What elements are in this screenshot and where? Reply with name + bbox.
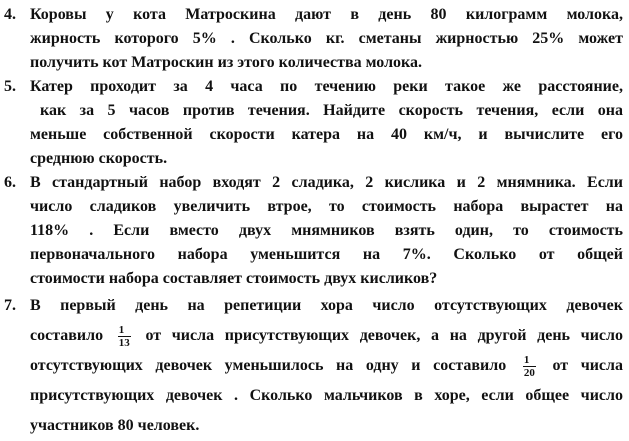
problem-4 (4, 3, 623, 75)
problem-7 (4, 291, 623, 441)
problem-text (30, 3, 623, 75)
text-segment: от числа присутствующих девочек, а на другой день число (145, 327, 623, 344)
problem-5 (4, 75, 623, 171)
text-line-with-fraction (30, 351, 623, 381)
text-line: среднюю скорость. (30, 150, 168, 167)
text-line: участников 80 человек. (30, 417, 200, 434)
text-line: жирность которого 5% . Сколько кг. сметаны жирностью 25% может (30, 30, 623, 47)
problem-number: 4. (4, 6, 16, 23)
text-line: как за 5 часов против течения. Найдите скорость течения, если она (40, 102, 623, 119)
text-segment: составило (30, 327, 104, 344)
problem-6 (4, 171, 623, 291)
problem-number: 6. (4, 174, 16, 191)
text-line: получить кот Матроскин из этого количества молока. (30, 54, 423, 71)
fraction-denominator: 20 (523, 366, 535, 379)
text-line-with-fraction (30, 321, 623, 351)
text-line: Коровы у кота Матроскина дают в день 80 килограмм молока, (30, 6, 623, 23)
text-line: Катер проходит за 4 часа по течению реки такое же расстояние, (30, 78, 623, 95)
text-line: В первый день на репетиции хора число отсутствующих девочек (30, 297, 623, 314)
text-segment: отсутствующих девочек уменьшилось на одну и составило (30, 357, 507, 374)
problem-text (30, 291, 623, 441)
problem-text (30, 75, 623, 171)
fraction-1-13 (118, 324, 131, 349)
fraction-1-20 (523, 354, 536, 379)
text-segment: от числа (552, 357, 624, 374)
problem-text (30, 171, 623, 291)
problem-number: 7. (4, 297, 16, 314)
fraction-denominator: 13 (118, 336, 130, 349)
text-line: 118% . Если вместо двух мнямников взять один, то стоимость (30, 222, 623, 239)
fraction-numerator: 1 (523, 354, 536, 367)
text-line: число сладиков увеличить втрое, то стоимость набора вырастет на (30, 198, 623, 215)
fraction-numerator: 1 (118, 324, 131, 337)
problem-number: 5. (4, 78, 16, 95)
text-line: присутствующих девочек . Сколько мальчиков в хоре, если общее число (30, 387, 623, 404)
text-line: В стандартный набор входят 2 сладика, 2 кислика и 2 мнямника. Если (30, 174, 623, 191)
text-line: стоимости набора составляет стоимость двух кисликов? (30, 270, 438, 287)
text-line: первоначального набора уменьшится на 7%. Сколько от общей (30, 246, 623, 263)
text-line: меньше собственной скорости катера на 40 км/ч, и вычислите его (30, 126, 623, 143)
